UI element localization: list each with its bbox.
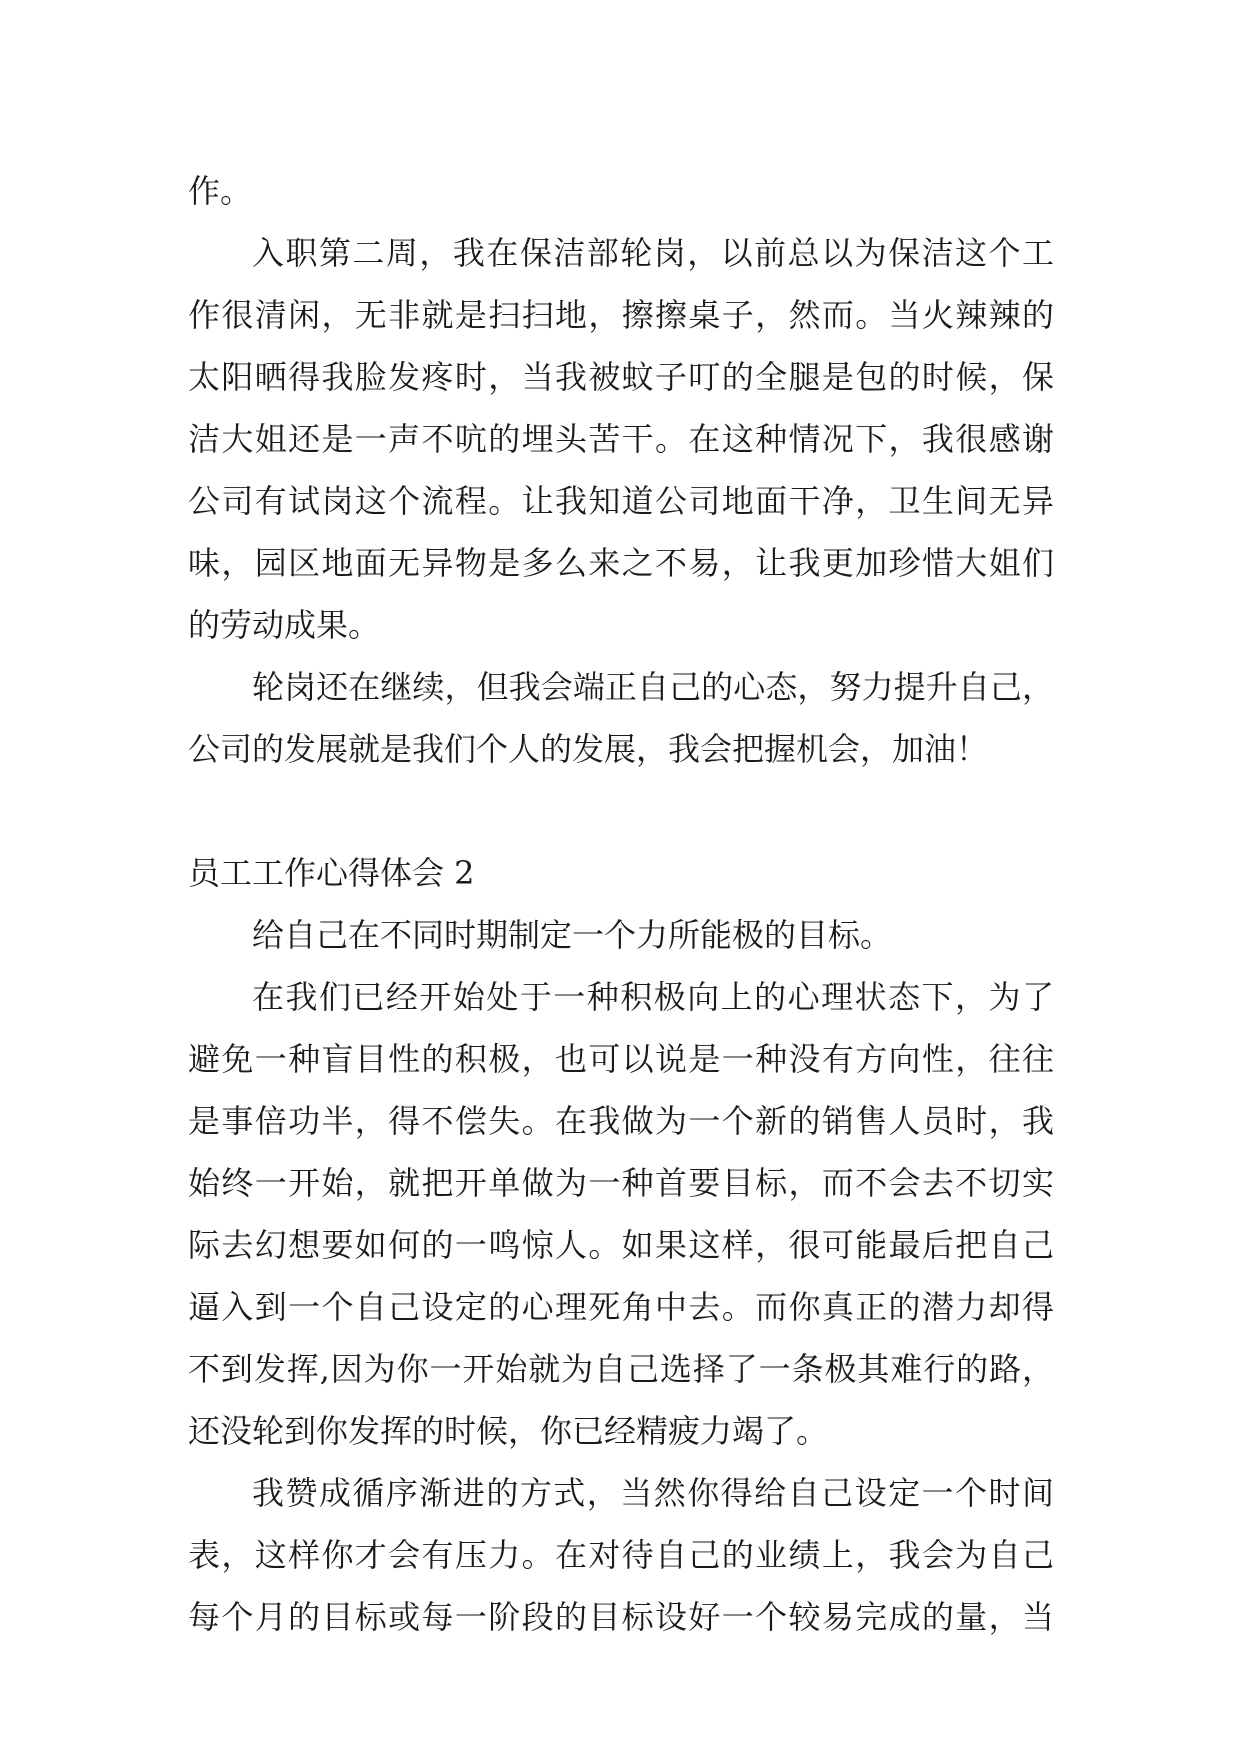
- paragraph-line: 轮岗还在继续，但我会端正自己的心态，努力提升自己，: [252, 668, 1054, 706]
- paragraph-line: 作。: [188, 172, 253, 210]
- paragraph-line: 味，园区地面无异物是多么来之不易，让我更加珍惜大姐们: [188, 544, 1054, 582]
- paragraph-line: 公司有试岗这个流程。让我知道公司地面干净，卫生间无异: [188, 482, 1054, 520]
- paragraph-line: 在我们已经开始处于一种积极向上的心理状态下，为了: [252, 978, 1054, 1016]
- document-body: [188, 160, 1054, 1648]
- paragraph-line: 表，这样你才会有压力。在对待自己的业绩上，我会为自己: [188, 1536, 1054, 1574]
- paragraph-line: 始终一开始，就把开单做为一种首要目标，而不会去不切实: [188, 1164, 1054, 1202]
- paragraph-line: 入职第二周，我在保洁部轮岗，以前总以为保洁这个工: [252, 234, 1054, 272]
- section-heading: 员工工作心得体会 2: [188, 854, 475, 892]
- paragraph-line: 的劳动成果。: [188, 606, 381, 644]
- paragraph-line: 作很清闲，无非就是扫扫地，擦擦桌子，然而。当火辣辣的: [188, 296, 1054, 334]
- paragraph-line: 给自己在不同时期制定一个力所能极的目标。: [252, 916, 893, 954]
- paragraph-line: 洁大姐还是一声不吭的埋头苦干。在这种情况下，我很感谢: [188, 420, 1054, 458]
- paragraph-line: 避免一种盲目性的积极，也可以说是一种没有方向性，往往: [188, 1040, 1054, 1078]
- paragraph-line: 逼入到一个自己设定的心理死角中去。而你真正的潜力却得: [188, 1288, 1054, 1326]
- paragraph-line: 不到发挥,因为你一开始就为自己选择了一条极其难行的路，: [188, 1350, 1054, 1388]
- paragraph-line: 我赞成循序渐进的方式，当然你得给自己设定一个时间: [252, 1474, 1054, 1512]
- paragraph-line: 太阳晒得我脸发疼时，当我被蚊子叮的全腿是包的时候，保: [188, 358, 1054, 396]
- paragraph-line: 际去幻想要如何的一鸣惊人。如果这样，很可能最后把自己: [188, 1226, 1054, 1264]
- section-spacer: [188, 780, 1054, 842]
- paragraph-line: 是事倍功半，得不偿失。在我做为一个新的销售人员时，我: [188, 1102, 1054, 1140]
- paragraph-line: 公司的发展就是我们个人的发展，我会把握机会，加油！: [188, 730, 989, 768]
- paragraph-line: 每个月的目标或每一阶段的目标设好一个较易完成的量，当: [188, 1598, 1054, 1636]
- paragraph-line: 还没轮到你发挥的时候，你已经精疲力竭了。: [188, 1412, 829, 1450]
